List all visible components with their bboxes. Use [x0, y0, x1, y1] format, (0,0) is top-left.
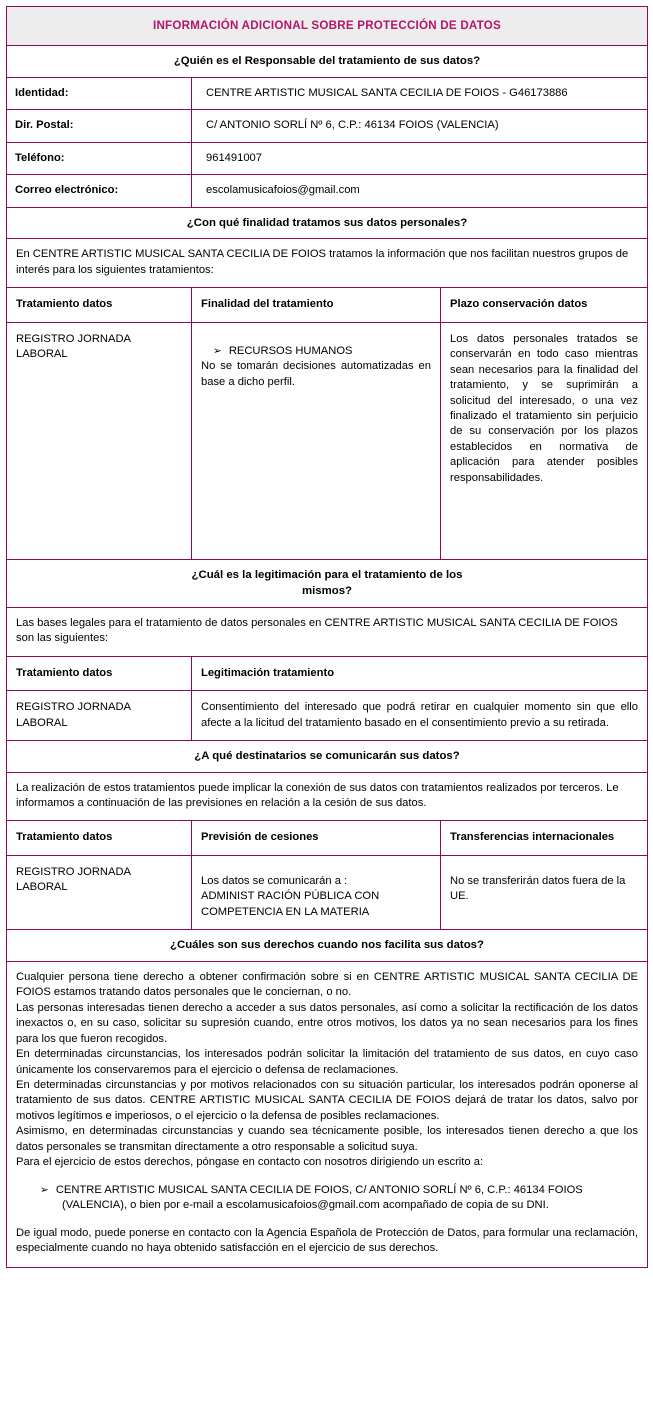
destinatarios-tratamiento-line2: LABORAL	[16, 881, 68, 894]
cesiones-line1: Los datos se comunicarán a :	[201, 874, 348, 887]
telefono-value: 961491007	[192, 142, 648, 174]
title-banner-cell	[7, 7, 648, 46]
destinatarios-column-header-row	[7, 821, 648, 855]
responsable-heading-cell	[7, 46, 648, 78]
legitimacion-heading-line2: mismos?	[301, 585, 352, 598]
finalidad-data-row	[7, 322, 648, 559]
document-title: INFORMACIÓN ADICIONAL SOBRE PROTECCIÓN DE DATOS	[153, 19, 501, 32]
col-prevision-cesiones: Previsión de cesiones	[192, 821, 441, 855]
correo-label: Correo electrónico:	[7, 175, 192, 207]
legitimacion-intro: Las bases legales para el tratamiento de datos personales en CENTRE ARTISTIC MUSICAL SANTA CECILIA DE FOIOS son las siguientes:	[7, 607, 648, 656]
finalidad-bullet-text: RECURSOS HUMANOS	[228, 344, 353, 357]
col-tratamiento-datos-leg: Tratamiento datos	[7, 656, 192, 690]
derechos-paragraph-6: Para el ejercicio de estos derechos, póngase en contacto con nosotros dirigiendo un escrito a:	[16, 1156, 484, 1169]
destinatarios-data-row	[7, 855, 648, 929]
table-row	[7, 142, 648, 174]
legitimacion-heading-line1: ¿Cuál es la legitimación para el tratamiento de los	[191, 568, 463, 581]
derechos-paragraph-3: En determinadas circunstancias, los interesados podrán solicitar la limitación del tratamiento de sus datos, en cuyo caso únicamente los conservaremos para el ejercicio o defensa de reclamaciones.	[16, 1048, 638, 1076]
derechos-heading-cell	[7, 930, 648, 962]
finalidad-heading-cell	[7, 207, 648, 239]
telefono-label: Teléfono:	[7, 142, 192, 174]
dir-postal-value: C/ ANTONIO SORLÍ Nº 6, C.P.: 46134 FOIOS (VALENCIA)	[192, 110, 648, 142]
finalidad-tratamiento-line2: LABORAL	[16, 348, 68, 361]
finalidad-tratamiento-cell	[7, 322, 192, 559]
finalidad-intro-row	[7, 239, 648, 288]
derechos-paragraph-2: Las personas interesadas tienen derecho a acceder a sus datos personales, así como a solicitar la rectificación de los datos inexactos o, en su caso, solicitar su supresión cuando, entre otros motivos, los datos ya no sean necesarios para los fines para los que fueron recogidos.	[16, 1001, 638, 1045]
col-legitimacion-tratamiento: Legitimación tratamiento	[192, 656, 648, 690]
destinatarios-tratamiento-line1: REGISTRO JORNADA	[16, 865, 131, 878]
derechos-contact-bullet-line	[16, 1183, 638, 1214]
transferencias-text: No se transferirán datos fuera de la UE.	[450, 874, 626, 903]
plazo-conservacion-cell	[441, 322, 648, 559]
plazo-text: Los datos personales tratados se conservarán en todo caso mientras sean necesarios para la finalidad del tratamiento, y se suprimirán a solicitud del interesado, o una vez finalizado el tratamiento sin perjuicio de su conservación por los plazos establecidos en normativa de aplicación para atender posibles responsabilidades.	[450, 332, 638, 484]
legitimacion-tratamiento-line2: LABORAL	[16, 716, 68, 729]
destinatarios-intro: La realización de estos tratamientos puede implicar la conexión de sus datos con tratamientos realizados por terceros. Le informamos a continuación de las previsiones en relación a la cesión de sus datos.	[7, 772, 648, 821]
legitimacion-intro-row	[7, 607, 648, 656]
bullet-arrow-icon: ➢	[213, 344, 222, 357]
finalidad-heading-row	[7, 207, 648, 239]
cesiones-line3: COMPETENCIA EN LA MATERIA	[201, 905, 370, 918]
table-row	[7, 110, 648, 142]
responsable-heading: ¿Quién es el Responsable del tratamiento de sus datos?	[173, 55, 481, 68]
identidad-value: CENTRE ARTISTIC MUSICAL SANTA CECILIA DE FOIOS - G46173886	[192, 77, 648, 109]
destinatarios-heading-row	[7, 741, 648, 773]
finalidad-intro: En CENTRE ARTISTIC MUSICAL SANTA CECILIA DE FOIOS tratamos la información que nos facilitan nuestros grupos de interés para los siguientes tratamientos:	[7, 239, 648, 288]
finalidad-tratamiento-line1: REGISTRO JORNADA	[16, 332, 131, 345]
derechos-body-row	[7, 961, 648, 1267]
transferencias-internacionales-cell	[441, 855, 648, 929]
finalidad-heading: ¿Con qué finalidad tratamos sus datos personales?	[186, 216, 468, 229]
finalidad-finalidad-cell	[192, 322, 441, 559]
finalidad-text: No se tomarán decisiones automatizadas en base a dicho perfil.	[201, 360, 431, 388]
identidad-label: Identidad:	[7, 77, 192, 109]
destinatarios-heading: ¿A qué destinatarios se comunicarán sus datos?	[194, 750, 460, 763]
finalidad-column-header-row	[7, 288, 648, 322]
derechos-heading: ¿Cuáles son sus derechos cuando nos facilita sus datos?	[170, 939, 484, 952]
col-tratamiento-datos-dest: Tratamiento datos	[7, 821, 192, 855]
legitimacion-data-row	[7, 691, 648, 741]
legitimacion-text-cell	[192, 691, 648, 741]
title-banner-row	[7, 7, 648, 46]
prevision-cesiones-cell	[192, 855, 441, 929]
destinatarios-tratamiento-cell	[7, 855, 192, 929]
legitimacion-heading-row	[7, 559, 648, 607]
legitimacion-text: Consentimiento del interesado que podrá retirar en cualquier momento sin que ello afecte a la licitud del tratamiento basado en el consentimiento previo a su retirada.	[201, 701, 638, 729]
derechos-body-cell	[7, 961, 648, 1267]
legitimacion-tratamiento-line1: REGISTRO JORNADA	[16, 701, 131, 714]
derechos-paragraph-1: Cualquier persona tiene derecho a obtener confirmación sobre si en CENTRE ARTISTIC MUSICAL SANTA CECILIA DE FOIOS estamos tratando datos personales que le conciernan, o no.	[16, 970, 638, 999]
col-transferencias-internacionales: Transferencias internacionales	[441, 821, 648, 855]
bullet-arrow-icon: ➢	[40, 1183, 49, 1196]
derechos-paragraph-5: Asimismo, en determinadas circunstancias y cuando sea técnicamente posible, los interesados tienen derecho a que los datos personales se transmitan directamente a otro responsable a solicitud suya.	[16, 1125, 638, 1153]
derechos-paragraph-4: En determinadas circunstancias y por motivos relacionados con su situación particular, los interesados podrán oponerse al tratamiento de sus datos. CENTRE ARTISTIC MUSICAL SANTA CECILIA DE FOIOS dejará de tratar los datos, salvo por motivos legítimos e imperiosos, o el ejercicio o la defensa de posibles reclamaciones.	[16, 1078, 638, 1122]
derechos-heading-row	[7, 930, 648, 962]
col-plazo-conservacion: Plazo conservación datos	[441, 288, 648, 322]
legitimacion-tratamiento-cell	[7, 691, 192, 741]
derechos-closing-paragraph: De igual modo, puede ponerse en contacto con la Agencia Española de Protección de Datos, para formular una reclamación, especialmente cuando no haya obtenido satisfacción en el ejercicio de sus derechos.	[16, 1226, 638, 1255]
table-row	[7, 77, 648, 109]
col-finalidad-tratamiento: Finalidad del tratamiento	[192, 288, 441, 322]
dir-postal-label: Dir. Postal:	[7, 110, 192, 142]
legitimacion-heading-cell	[7, 559, 648, 607]
privacy-notice-table	[6, 6, 648, 1268]
derechos-contact-text: CENTRE ARTISTIC MUSICAL SANTA CECILIA DE FOIOS, C/ ANTONIO SORLÍ Nº 6, C.P.: 46134 FOIOS (VALENCIA), o bien por e-mail a escolamusicafoios@gmail.com acompañado de copia de su DNI.	[55, 1183, 583, 1212]
cesiones-line2: ADMINIST RACIÓN PÚBLICA CON	[201, 890, 380, 903]
destinatarios-heading-cell	[7, 741, 648, 773]
correo-value: escolamusicafoios@gmail.com	[192, 175, 648, 207]
col-tratamiento-datos: Tratamiento datos	[7, 288, 192, 322]
responsable-heading-row	[7, 46, 648, 78]
table-row	[7, 175, 648, 207]
legitimacion-column-header-row	[7, 656, 648, 690]
destinatarios-intro-row	[7, 772, 648, 821]
